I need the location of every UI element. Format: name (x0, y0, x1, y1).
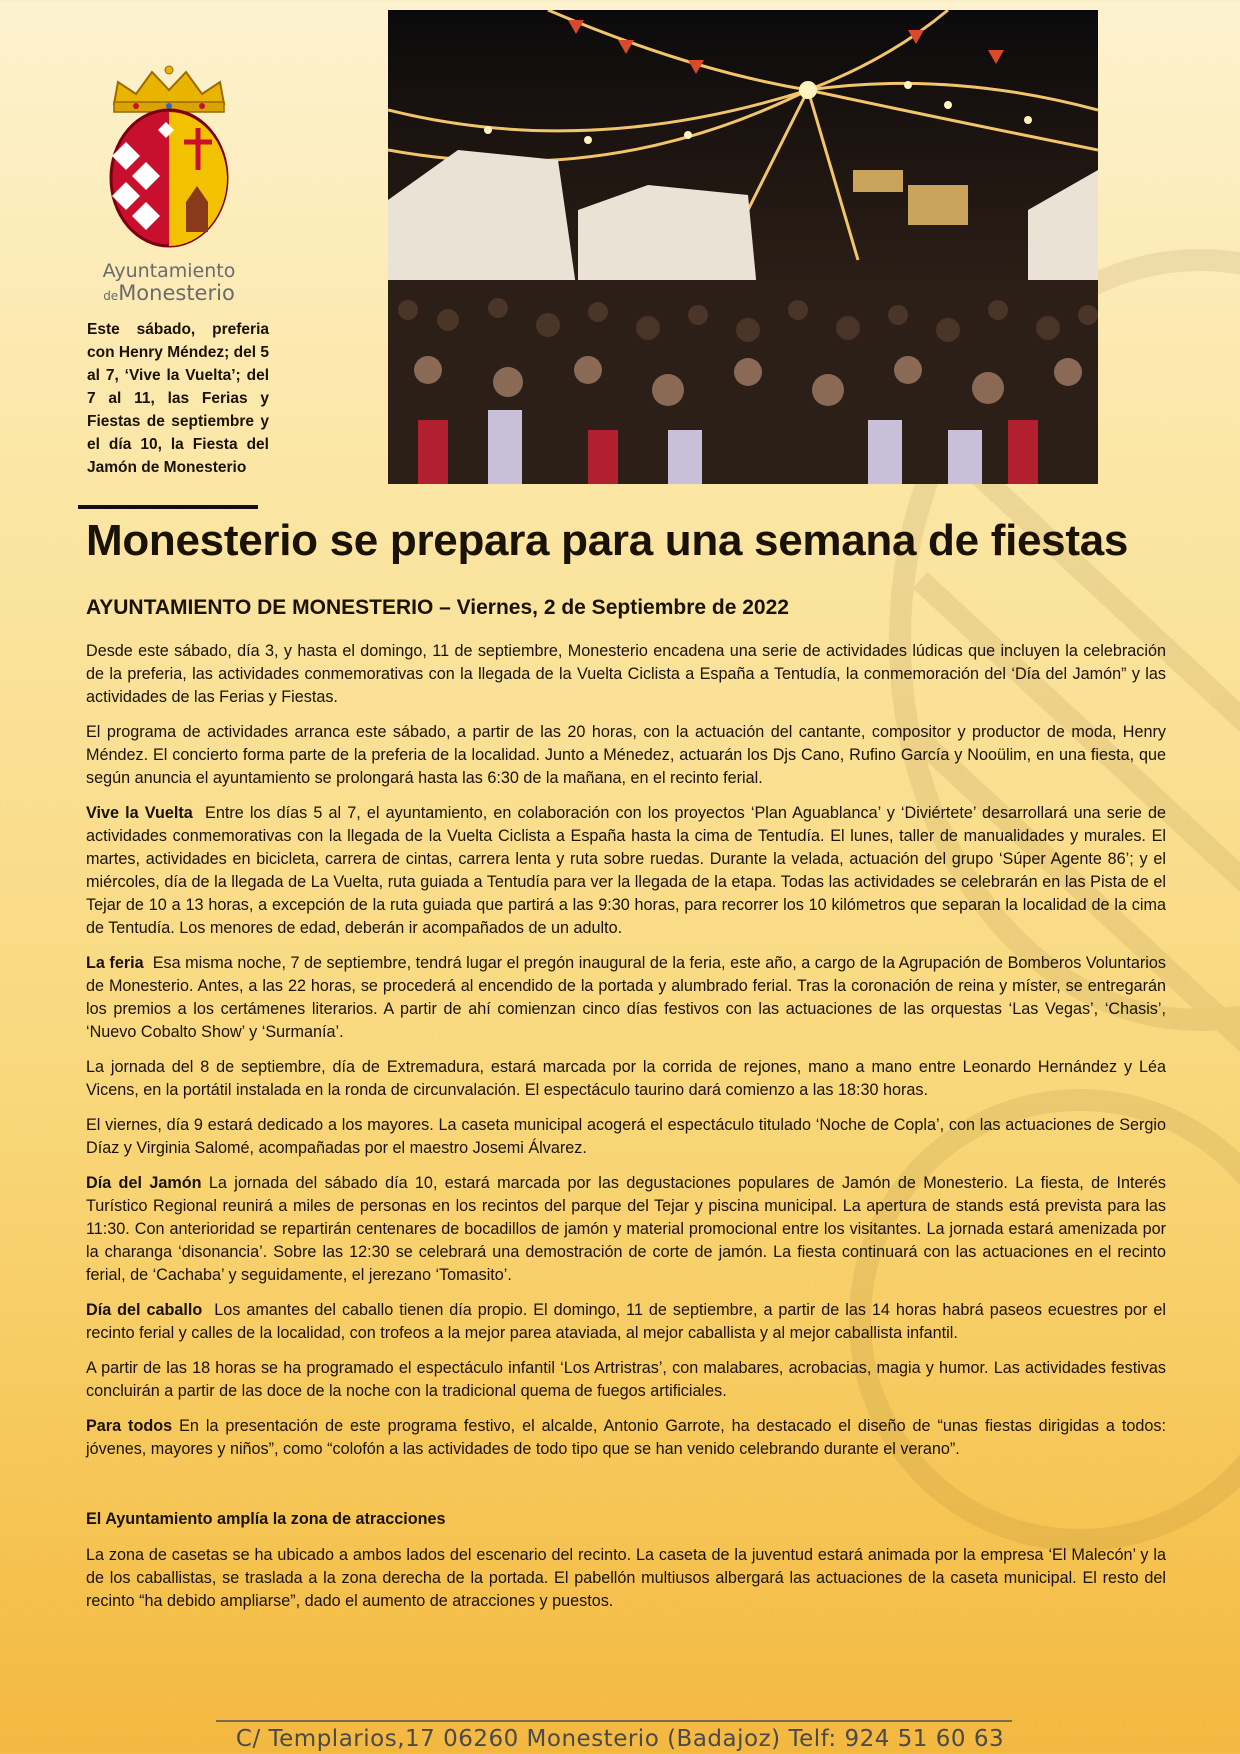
crown-icon (114, 66, 224, 112)
summary-box: Este sábado, preferia con Henry Méndez; del 5 al 7, ‘Vive la Vuelta’; del 7 al 11, las Ferias y Fiestas de septiembre y el día 10, la Fiesta del Jamón de Monesterio (87, 321, 269, 476)
paragraph-lead: Día del caballo (86, 1301, 203, 1319)
paragraph-lead: La feria (86, 954, 144, 972)
footer-divider (216, 1720, 1012, 1722)
paragraph: Para todos En la presentación de este programa festivo, el alcalde, Antonio Garrote, ha destacado el diseño de “unas fiestas dirigidas a todos: jóvenes, mayores y niños”, como “colofón a las actividades de todo tipo que se han venido celebrando durante el verano”. (86, 1417, 1166, 1458)
logo-line2: Monesterio (118, 280, 235, 305)
paragraph: La feria Esa misma noche, 7 de septiembre, tendrá lugar el pregón inaugural de la feria, este año, a cargo de la Agrupación de Bomberos Voluntarios de Monesterio. Antes, a las 22 horas, se procederá al encendido de la portada y alumbrado ferial. Tras la coronación de reina y míster, se entregarán los premios a los certámenes literarios. A partir de ahí comienzan cinco días festivos con las actuaciones de las orquestas ‘Las Vegas’, ‘Chasis’, ‘Nuevo Cobalto Show’ y ‘Surmanía’. (86, 954, 1166, 1041)
footer-address: C/ Templarios,17 06260 Monesterio (Badajoz) Telf: 924 51 60 63 (235, 1726, 1005, 1752)
dateline: AYUNTAMIENTO DE MONESTERIO – Viernes, 2 de Septiembre de 2022 (86, 596, 789, 619)
paragraph: El programa de actividades arranca este sábado, a partir de las 20 horas, con la actuación del cantante, compositor y productor de moda, Henry Méndez. El concierto forma parte de la preferia de la localidad. Junto a Ménedez, actuarán los Djs Cano, Rufino García y Nooülim, en una fiesta, que según anuncia el ayuntamiento se prolongará hasta las 6:30 de la mañana, en el recinto ferial. (86, 723, 1166, 787)
logo-line1: Ayuntamiento (102, 260, 236, 282)
paragraph: La zona de casetas se ha ubicado a ambos lados del escenario del recinto. La caseta de la juventud estará animada por la empresa ‘El Malecón’ y la de los caballistas, se traslada a la zona derecha de la portada. El pabellón multiusos albergará las actuaciones de la caseta municipal. El resto del recinto “ha debido ampliarse”, dado el aumento de atracciones y puestos. (86, 1546, 1166, 1610)
paragraph: Vive la Vuelta Entre los días 5 al 7, el ayuntamiento, en colaboración con los proyectos ‘Plan Aguablanca’ y ‘Diviértete’ desarrollará una serie de actividades conmemorativas con la llegada de la Vuelta Ciclista a España hasta la cima de Tentudía. El lunes, taller de manualidades y murales. El martes, actividades en bicicleta, carrera de cintas, carrera lenta y ruta sobre ruedas. Durante la velada, actuación del grupo ‘Súper Agente 86’; y el miércoles, día de la llegada de La Vuelta, ruta guiada a Tentudía para ver la llegada de la etapa. Todas las actividades se celebrarán en las Pista de el Tejar de 10 a 13 horas, a excepción de la ruta guiada que partirá a las 9:30 horas, para recorrer los 10 kilómetros que separan la localidad de la cima de Tentudía. Los menores de edad, deberán ir acompañados de un adulto. (86, 804, 1166, 937)
paragraph: Día del Jamón La jornada del sábado día 10, estará marcada por las degustaciones populares de Jamón de Monesterio. La fiesta, de Interés Turístico Regional reunirá a miles de personas en los recintos del parque del Tejar y piscina municipal. La apertura de stands está prevista para las 11:30. Con anterioridad se repartirán centenares de bocadillos de jamón y material promocional entre los visitantes. La jornada estará amenizada por la charanga ‘disonancia’. Sobre las 12:30 se celebrará una demostración de corte de jamón. La fiesta continuará con las actuaciones en el recinto ferial, de ‘Cachaba’ y seguidamente, el jerezano ‘Tomasito’. (86, 1174, 1166, 1284)
paragraph-lead: Para todos (86, 1417, 173, 1435)
article-body (86, 640, 1166, 1473)
paragraph: Desde este sábado, día 3, y hasta el domingo, 11 de septiembre, Monesterio encadena una serie de actividades lúdicas que incluyen la celebración de la preferia, las actividades conmemorativas con la llegada de la Vuelta Ciclista a España a Tentudía, la conmemoración del ‘Día del Jamón” y las actividades de las Ferias y Fiestas. (86, 642, 1166, 706)
fairground-night-photo (388, 10, 1098, 484)
paragraph: El viernes, día 9 estará dedicado a los mayores. La caseta municipal acogerá el espectáculo titulado ‘Noche de Copla’, con las actuaciones de Sergio Díaz y Virginia Salomé, acompañadas por el maestro Josemi Álvarez. (86, 1116, 1166, 1157)
paragraph-lead: Día del Jamón (86, 1174, 202, 1192)
municipality-name (96, 262, 242, 304)
subheading: El Ayuntamiento amplía la zona de atracciones (86, 1510, 446, 1528)
divider (78, 505, 258, 509)
paragraph: Día del caballo Los amantes del caballo tienen día propio. El domingo, 11 de septiembre, a partir de las 14 horas habrá paseos ecuestres por el recinto ferial y calles de la localidad, con trofeos a la mejor parea ataviada, al mejor caballista y al mejor caballista infantil. (86, 1301, 1166, 1342)
paragraph-lead: Vive la Vuelta (86, 804, 193, 822)
headline: Monesterio se prepara para una semana de fiestas (86, 516, 1129, 565)
paragraph: A partir de las 18 horas se ha programado el espectáculo infantil ‘Los Artristras’, con malabares, acrobacias, magia y humor. Las actividades festivas concluirán a partir de las doce de la noche con la tradicional quema de fuegos artificiales. (86, 1359, 1166, 1400)
logo-line2-prefix: de (103, 288, 119, 303)
municipal-crest-logo (96, 62, 242, 254)
paragraph: La jornada del 8 de septiembre, día de Extremadura, estará marcada por la corrida de rejones, mano a mano entre Leonardo Hernández y Léa Vicens, en la portátil instalada en la ronda de circunvalación. El espectáculo taurino dará comienzo a las 18:30 horas. (86, 1058, 1166, 1099)
closing-body (86, 1544, 1166, 1613)
